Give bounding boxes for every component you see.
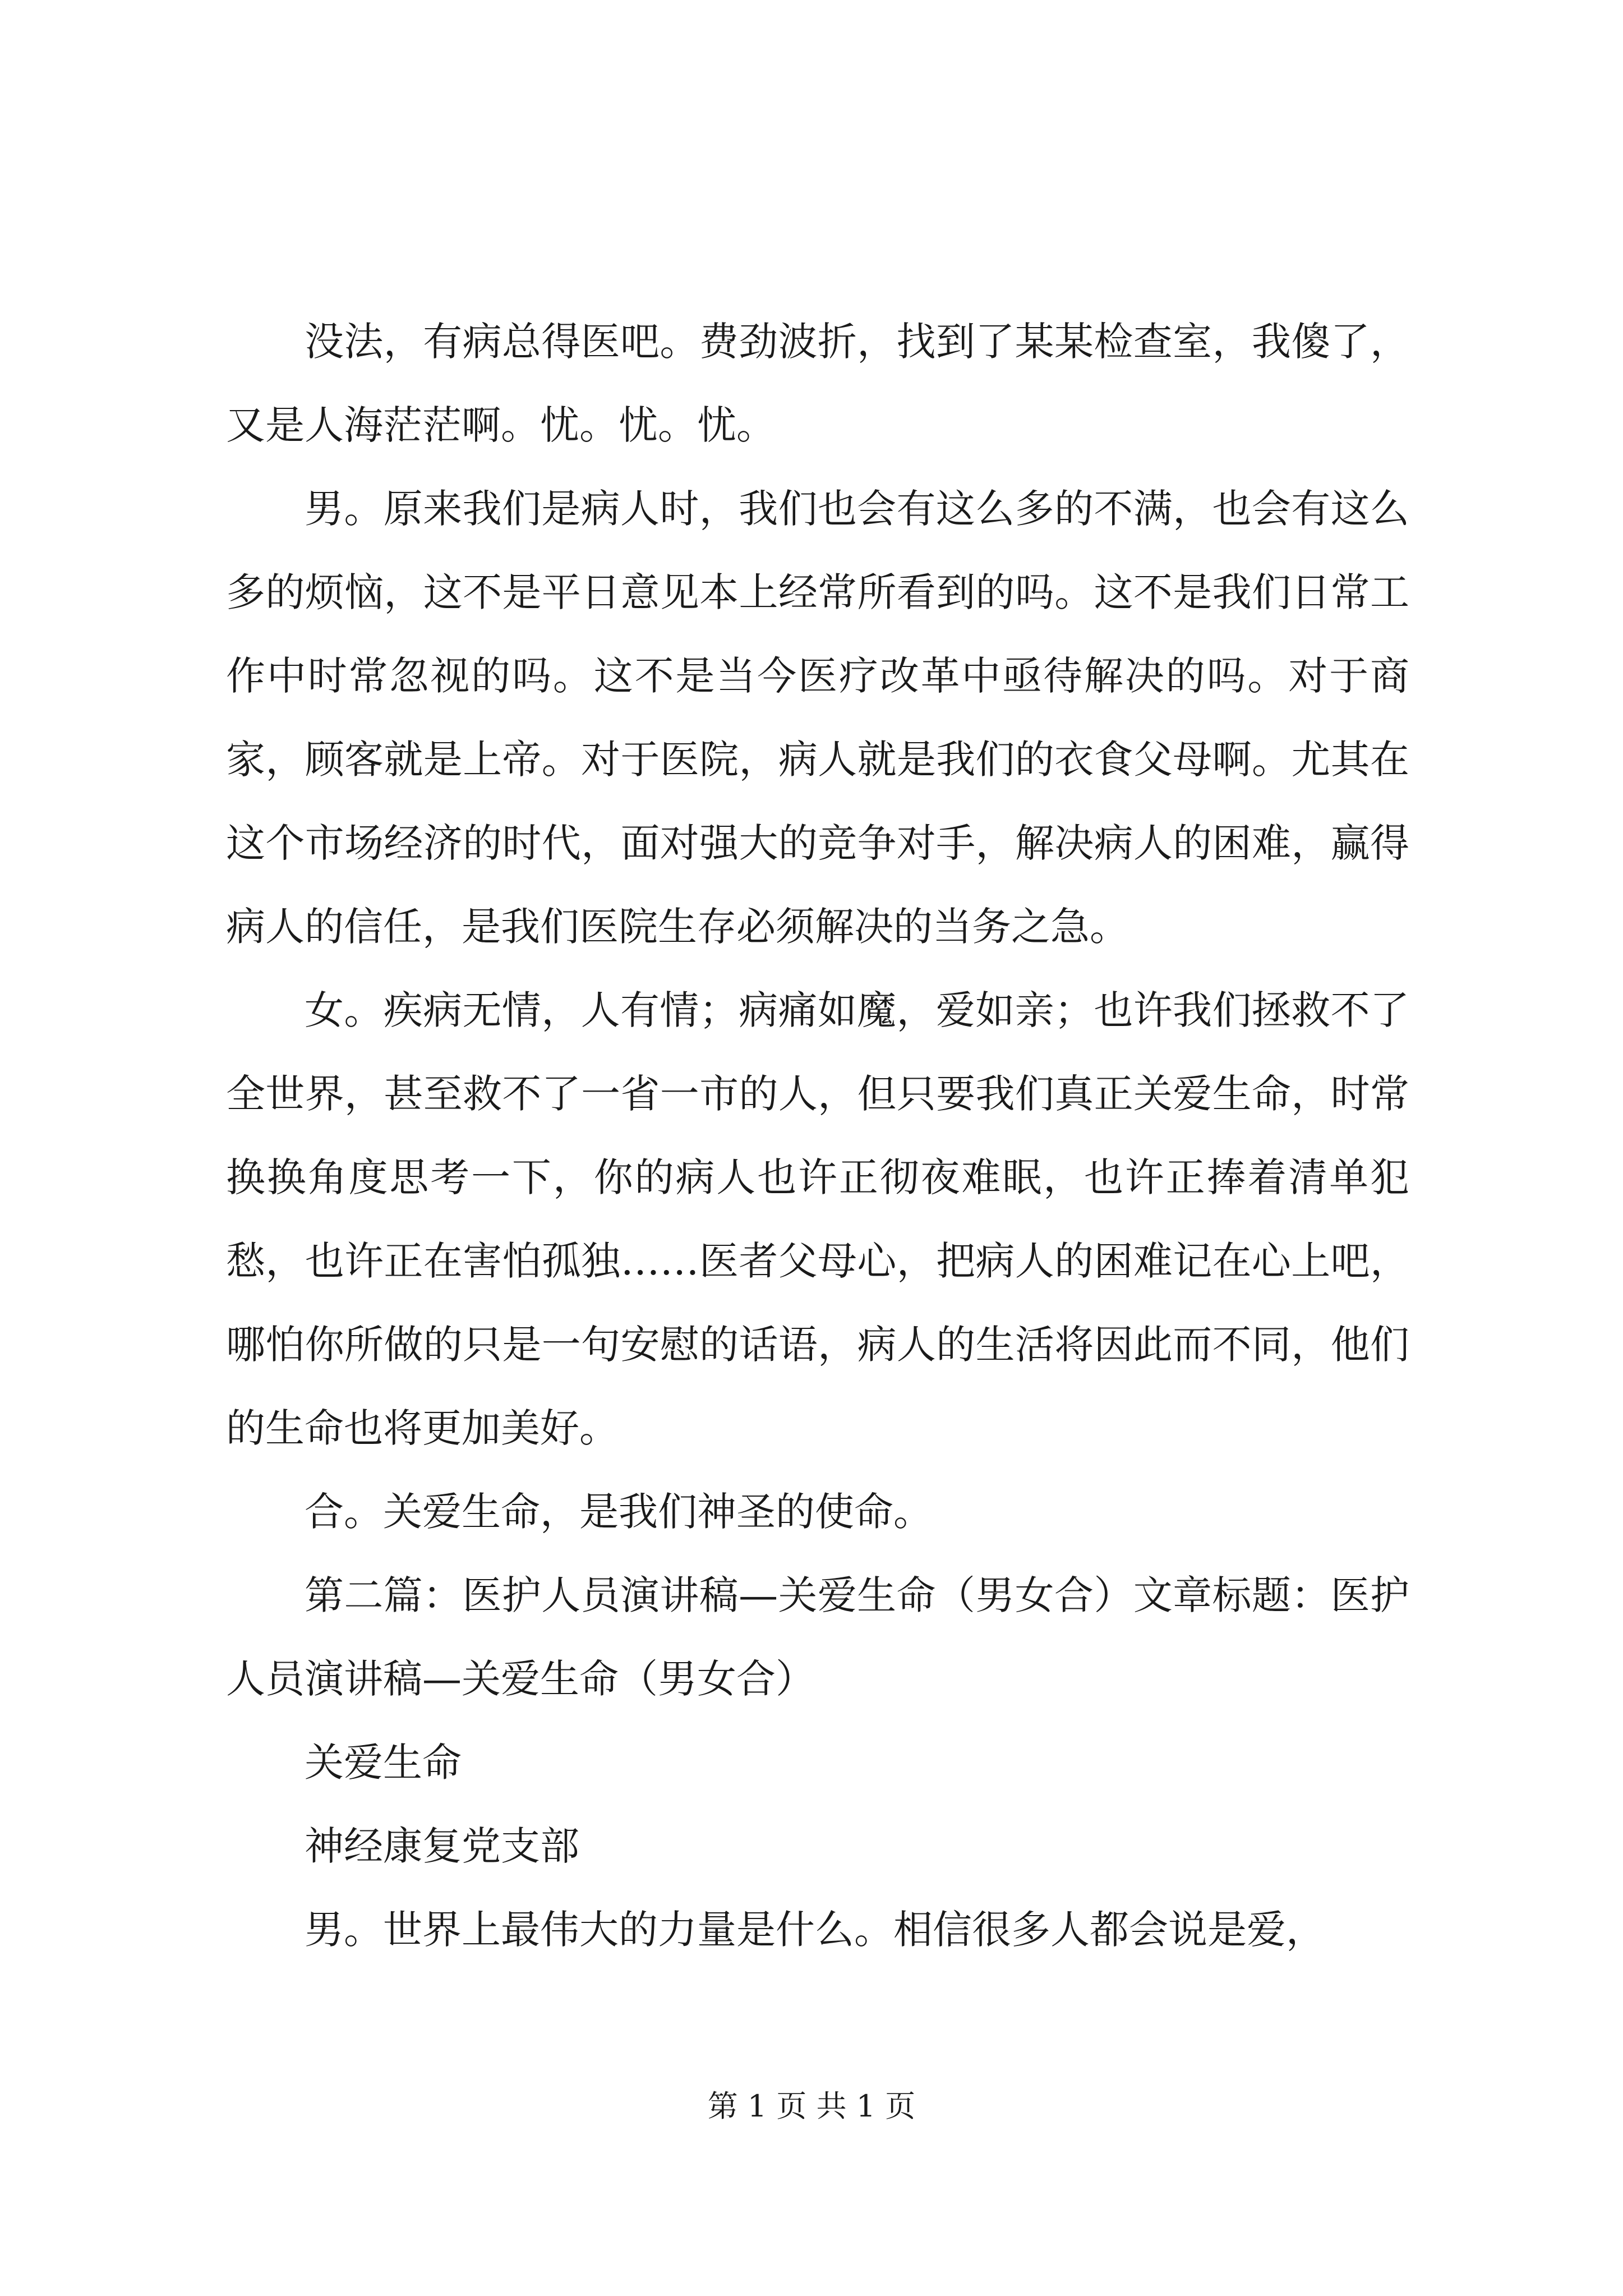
- paragraph-4: 合。关爱生命，是我们神圣的使命。: [305, 1489, 933, 1535]
- paragraph-7: 神经康复党支部: [305, 1823, 579, 1869]
- document-body: [226, 300, 1409, 1972]
- paragraph-1: 没法，有病总得医吧。费劲波折，找到了某某检查室，我傻了，又是人海茫茫啊。忧。忧。忧。: [226, 319, 1409, 448]
- paragraph-5: 第二篇：医护人员演讲稿—关爱生命（男女合）文章标题：医护人员演讲稿—关爱生命（男女合）: [226, 1572, 1409, 1702]
- paragraph-2: 男。原来我们是病人时，我们也会有这么多的不满，也会有这么多的烦恼，这不是平日意见本上经常所看到的吗。这不是我们日常工作中时常忽视的吗。这不是当今医疗改革中亟待解决的吗。对于商家，顾客就是上帝。对于医院，病人就是我们的衣食父母啊。尤其在这个市场经济的时代，面对强大的竞争对手，解决病人的困难，赢得病人的信任，是我们医院生存必须解决的当务之急。: [226, 486, 1409, 950]
- paragraph-6: 关爱生命: [305, 1740, 462, 1786]
- paragraph-3: 女。疾病无情，人有情；病痛如魔，爱如亲；也许我们拯救不了全世界，甚至救不了一省一市的人，但只要我们真正关爱生命，时常换换角度思考一下，你的病人也许正彻夜难眠，也许正捧着清单犯愁，也许正在害怕孤独……医者父母心，把病人的困难记在心上吧，哪怕你所做的只是一句安慰的话语，病人的生活将因此而不同，他们的生命也将更加美好。: [226, 987, 1409, 1451]
- paragraph-8: 男。世界上最伟大的力量是什么。相信很多人都会说是爱，: [305, 1907, 1325, 1953]
- page-footer: 第 1 页 共 1 页: [707, 2088, 916, 2124]
